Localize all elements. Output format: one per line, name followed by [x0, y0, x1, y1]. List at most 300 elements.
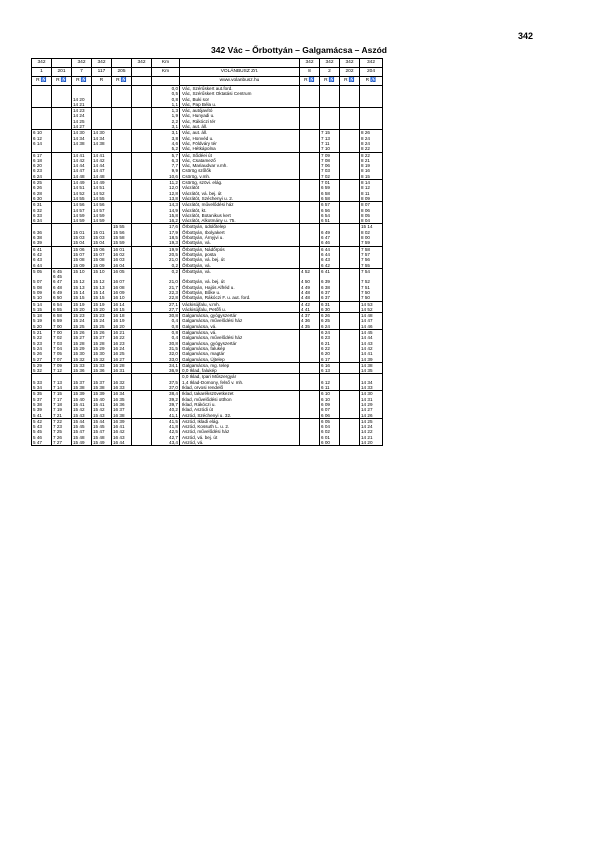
time-cell: 15 43: [92, 413, 112, 419]
time-cell: 14 39: [360, 357, 383, 363]
stop-name: Vácrátót, Széchenyi u. 2.: [180, 196, 300, 202]
time-cell: [340, 440, 360, 446]
time-cell: 15 23: [92, 313, 112, 319]
time-cell: 16 41: [112, 424, 132, 429]
time-cell: 7 55: [360, 263, 383, 269]
header-cell: Km: [152, 59, 180, 68]
km-value: 9,9: [152, 168, 180, 173]
time-cell: 16 19: [112, 318, 132, 323]
time-cell: 16 04: [112, 263, 132, 269]
stop-name: Aszód, vá. bej. út: [180, 435, 300, 440]
km-value: 40,2: [152, 407, 180, 412]
time-cell: 15 32: [92, 357, 112, 363]
km-value: 21,0: [152, 257, 180, 262]
time-cell: 7 03: [52, 341, 72, 346]
time-cell: 4 37: [300, 313, 320, 319]
km-value: 27,1: [152, 301, 180, 307]
stop-name: Galgamácsa, művelődési ház: [180, 335, 300, 340]
time-cell: 5 19: [32, 318, 52, 323]
time-cell: 6 25: [320, 318, 340, 323]
time-cell: 14 52: [92, 191, 112, 196]
time-cell: 16 38: [112, 413, 132, 419]
time-cell: 6 39: [32, 240, 52, 246]
time-cell: 7 52: [360, 279, 383, 284]
time-cell: 8 14: [360, 180, 383, 186]
time-cell: 7 09: [320, 152, 340, 158]
km-value: 7,7: [152, 163, 180, 168]
time-cell: 4 41: [300, 307, 320, 313]
time-cell: 7 03: [320, 168, 340, 173]
time-cell: 15 19: [72, 301, 92, 307]
stop-name: Őrbottyán, Ibolyakert: [180, 230, 300, 235]
header-cell: Km: [152, 68, 180, 77]
stop-name: Vác, Rákóczi tér: [180, 119, 300, 124]
time-cell: 14 25: [72, 119, 92, 124]
time-cell: 15 14: [72, 290, 92, 295]
time-cell: 14 59: [92, 213, 112, 218]
time-cell: 8 00: [360, 235, 383, 240]
time-cell: 16 05: [112, 268, 132, 274]
time-cell: 14 31: [360, 397, 383, 402]
time-cell: 14 57: [92, 208, 112, 213]
time-cell: 6 41: [320, 268, 340, 274]
time-cell: 14 56: [72, 202, 92, 208]
time-cell: 6 20: [320, 351, 340, 356]
time-cell: 6 38: [320, 285, 340, 290]
time-cell: 7 09: [52, 362, 72, 368]
time-cell: 7 51: [360, 285, 383, 290]
stop-name: Vác, aut. áll.: [180, 130, 300, 136]
time-cell: 8 21: [360, 158, 383, 163]
timetable-body: [32, 59, 383, 446]
header-cell: 7: [72, 68, 92, 77]
km-value: 12,0: [152, 185, 180, 190]
table-row: [32, 440, 383, 446]
header-cell: 342: [300, 59, 320, 68]
time-cell: 6 14: [32, 141, 52, 146]
time-cell: 6 01: [320, 435, 340, 440]
time-cell: 15 48: [92, 435, 112, 440]
time-cell: 14 41: [360, 351, 383, 356]
time-cell: 14 20: [360, 440, 383, 446]
time-cell: 15 33: [92, 362, 112, 368]
stop-name: Vácrátót, művelődési ház: [180, 202, 300, 208]
km-value: 0,8: [152, 324, 180, 330]
time-cell: 15 36: [72, 368, 92, 374]
time-cell: 5 33: [32, 380, 52, 385]
time-cell: 6 50: [52, 295, 72, 301]
time-cell: 15 25: [72, 324, 92, 330]
time-cell: 16 27: [112, 357, 132, 363]
time-cell: 16 28: [112, 362, 132, 368]
time-cell: 15 08: [72, 257, 92, 262]
time-cell: 16 18: [112, 313, 132, 319]
time-cell: 6 31: [320, 301, 340, 307]
time-cell: 6 10: [320, 397, 340, 402]
time-cell: 15 13: [72, 285, 92, 290]
time-cell: 14 55: [72, 196, 92, 202]
km-value: 41,1: [152, 413, 180, 419]
time-cell: 7 18: [52, 402, 72, 407]
time-cell: 15 01: [72, 230, 92, 235]
header-cell: 2: [320, 68, 340, 77]
header-cell: [132, 68, 152, 77]
time-cell: 16 43: [112, 435, 132, 440]
stop-name: Őrbottyán, Árnyjvi u.: [180, 235, 300, 240]
time-cell: 8 06: [360, 208, 383, 213]
time-cell: 4 52: [300, 268, 320, 274]
header-cell: 342: [320, 59, 340, 68]
km-value: 0,8: [152, 97, 180, 102]
time-cell: 7 54: [360, 268, 383, 274]
stop-name: Őrbottyán, vá.: [180, 268, 300, 274]
time-cell: 8 24: [360, 141, 383, 146]
time-cell: 7 01: [320, 180, 340, 186]
time-cell: 6 16: [320, 362, 340, 368]
header-cell: R ♿: [340, 77, 360, 86]
stop-name: Galgamácsa, Újtelep: [180, 357, 300, 363]
time-cell: 7 14: [52, 385, 72, 391]
km-value: 21,0: [152, 279, 180, 284]
km-value: 1,9: [152, 113, 180, 118]
time-cell: 5 08: [32, 285, 52, 290]
time-cell: 7 04: [52, 346, 72, 351]
time-cell: 6 25: [32, 180, 52, 186]
stop-name: Váckisújfalu, Petőfi u.: [180, 307, 300, 313]
km-value: 21,7: [152, 285, 180, 290]
time-cell: 6 51: [320, 218, 340, 224]
time-cell: 14 42: [92, 158, 112, 163]
time-cell: 5 15: [32, 307, 52, 313]
stop-name: Őrbottyán, üdülőtelep: [180, 224, 300, 230]
time-cell: 15 27: [72, 335, 92, 340]
time-cell: 6 26: [320, 313, 340, 319]
time-cell: 6 07: [320, 407, 340, 412]
time-cell: 5 37: [32, 397, 52, 402]
time-cell: 7 10: [320, 146, 340, 152]
page-number: 342: [518, 31, 534, 41]
time-cell: 14 55: [92, 196, 112, 202]
time-cell: 6 33: [32, 213, 52, 218]
time-cell: 15 10: [72, 268, 92, 274]
table-row: [32, 257, 383, 262]
time-cell: 15 10: [92, 268, 112, 274]
time-cell: 6 23: [320, 335, 340, 340]
time-cell: 8 26: [360, 130, 383, 136]
stop-name: Galgamácsa, mg. telep: [180, 362, 300, 368]
km-value: 39,2: [152, 397, 180, 402]
time-cell: 16 31: [112, 368, 132, 374]
time-cell: 15 49: [72, 440, 92, 446]
time-cell: 15 40: [72, 397, 92, 402]
time-cell: 14 24: [72, 113, 92, 118]
time-cell: 8 02: [360, 230, 383, 235]
km-value: 27,7: [152, 307, 180, 313]
time-cell: 14 57: [72, 208, 92, 213]
stop-name: Őrbottyán, vá.: [180, 263, 300, 269]
time-cell: 5 21: [32, 330, 52, 336]
time-cell: 14 46: [360, 324, 383, 330]
km-value: 42,5: [152, 429, 180, 434]
time-cell: 15 42: [72, 407, 92, 412]
time-cell: 4 36: [300, 318, 320, 323]
time-cell: 6 44: [320, 246, 340, 252]
time-cell: 5 14: [32, 301, 52, 307]
header-cell: [52, 59, 72, 68]
time-cell: 6 24: [320, 330, 340, 336]
time-cell: 14 43: [360, 341, 383, 346]
time-cell: 6 06: [320, 413, 340, 419]
time-cell: 5 09: [32, 290, 52, 295]
time-cell: 14 48: [360, 313, 383, 319]
time-cell: 16 20: [112, 324, 132, 330]
table-row: [32, 279, 383, 284]
km-value: 33,0: [152, 357, 180, 363]
time-cell: 7 25: [52, 429, 72, 434]
table-row: [32, 429, 383, 434]
stop-name: Őrbottyán, Nádőrpós: [180, 246, 300, 252]
stop-name: Vác, Földváry tér: [180, 141, 300, 146]
km-value: 0,2: [152, 268, 180, 274]
time-cell: 6 09: [320, 402, 340, 407]
time-cell: 6 17: [32, 152, 52, 158]
time-cell: 7 02: [52, 335, 72, 340]
time-cell: 6 42: [320, 263, 340, 269]
stop-name: Aszód, Kossuth L. u. 2.: [180, 424, 300, 429]
time-cell: 15 09: [72, 263, 92, 269]
km-value: 19,9: [152, 246, 180, 252]
time-cell: 15 20: [72, 307, 92, 313]
time-cell: 6 38: [32, 235, 52, 240]
time-cell: 14 35: [360, 368, 383, 374]
time-cell: 6 36: [32, 230, 52, 235]
stop-name: Galgamácsa, vá.: [180, 330, 300, 336]
time-cell: 16 08: [112, 285, 132, 290]
stop-name: Galgamácsa, gyógyszertár: [180, 341, 300, 346]
time-cell: 15 20: [92, 307, 112, 313]
km-value: 0,5: [152, 91, 180, 96]
time-cell: 14 48: [72, 174, 92, 180]
time-cell: 6 59: [52, 318, 72, 323]
time-cell: 8 07: [360, 202, 383, 208]
km-value: 5,2: [152, 146, 180, 152]
time-cell: 14 59: [92, 218, 112, 224]
header-row-number: [32, 68, 383, 77]
time-cell: 14 33: [360, 385, 383, 391]
table-row: [32, 307, 383, 313]
time-cell: 6 18: [32, 158, 52, 163]
time-cell: 14 41: [92, 152, 112, 158]
time-cell: 4 48: [300, 295, 320, 301]
time-cell: 7 06: [320, 163, 340, 168]
time-cell: 5 29: [32, 362, 52, 368]
time-cell: 7 56: [360, 257, 383, 262]
stop-name: Vác, autójavító: [180, 108, 300, 114]
time-cell: 15 39: [72, 391, 92, 397]
time-cell: 7 08: [320, 158, 340, 163]
timetable: [31, 58, 383, 446]
time-cell: 6 20: [32, 163, 52, 168]
time-cell: 5 39: [32, 407, 52, 412]
time-cell: 14 30: [92, 130, 112, 136]
header-cell: 342: [132, 59, 152, 68]
time-cell: 6 13: [320, 368, 340, 374]
stop-name: Vác, Honvéd u.: [180, 136, 300, 141]
km-value: 20,5: [152, 252, 180, 257]
time-cell: 7 23: [52, 424, 72, 429]
header-cell: 117: [92, 68, 112, 77]
table-row: [32, 351, 383, 356]
time-cell: 6 39: [320, 279, 340, 284]
km-value: 13,8: [152, 196, 180, 202]
time-cell: 6 37: [320, 295, 340, 301]
header-row-line: [32, 59, 383, 68]
time-cell: 6 31: [32, 202, 52, 208]
stop-name: Őrbottyán, vá.: [180, 240, 300, 246]
time-cell: 5 42: [32, 418, 52, 424]
km-value: 41,5: [152, 418, 180, 424]
time-cell: 15 08: [92, 257, 112, 262]
km-value: 0,8: [152, 330, 180, 336]
km-value: 37,5: [152, 380, 180, 385]
stop-name: Galgamácsa, gyógyszertár: [180, 313, 300, 319]
time-cell: 8 04: [360, 218, 383, 224]
time-cell: 15 42: [92, 407, 112, 412]
km-value: 16,2: [152, 218, 180, 224]
header-cell: R ♿: [360, 77, 383, 86]
time-cell: 5 26: [32, 351, 52, 356]
time-cell: 15 03: [92, 235, 112, 240]
table-row: [32, 324, 383, 330]
time-cell: 14 41: [72, 152, 92, 158]
time-cell: 5 05: [32, 268, 52, 274]
time-cell: 15 38: [92, 385, 112, 391]
time-cell: 14 34: [72, 136, 92, 141]
time-cell: 5 10: [32, 295, 52, 301]
time-cell: 8 12: [360, 185, 383, 190]
time-cell: 16 32: [112, 380, 132, 385]
header-cell: [152, 77, 180, 86]
header-cell: VOLÁNBUSZ Zrt.: [180, 68, 300, 77]
time-cell: 6 00: [320, 440, 340, 446]
time-cell: 6 05: [320, 418, 340, 424]
time-cell: 14 44: [72, 163, 92, 168]
table-row: [32, 240, 383, 246]
time-cell: 15 01: [92, 230, 112, 235]
header-cell: 342: [32, 59, 52, 68]
time-cell: 14 47: [92, 168, 112, 173]
stop-name: Iklad, Aszódi út: [180, 407, 300, 412]
time-cell: 14 59: [72, 218, 92, 224]
time-cell: 15 37: [92, 380, 112, 385]
km-value: 42,7: [152, 435, 180, 440]
time-cell: 16 35: [112, 397, 132, 402]
header-cell: [180, 59, 300, 68]
stop-name: Vácrátót, Alkotmány u. 75.: [180, 218, 300, 224]
time-cell: 7 13: [320, 136, 340, 141]
table-row: [32, 407, 383, 412]
km-value: 15,8: [152, 213, 180, 218]
stop-name: Vácrátót, Botanikus kert: [180, 213, 300, 218]
header-cell: R ♿: [32, 77, 52, 86]
time-cell: 6 24: [320, 324, 340, 330]
time-cell: 6 44: [32, 263, 52, 269]
time-cell: 6 24: [32, 174, 52, 180]
stop-name: Iklad, művelődési otthon: [180, 397, 300, 402]
stop-name: Őrbottyán, vá. bej. út: [180, 257, 300, 262]
stop-name: Vác, Hétkápolna: [180, 146, 300, 152]
km-value: 0,2: [152, 263, 180, 269]
stop-name: Aszód, vá.: [180, 440, 300, 446]
time-cell: 14 30: [72, 130, 92, 136]
stop-name: Galgamácsa, magtár: [180, 351, 300, 356]
header-cell: [132, 77, 152, 86]
time-cell: 16 25: [112, 351, 132, 356]
time-cell: 7 26: [52, 435, 72, 440]
time-cell: 15 30: [72, 351, 92, 356]
time-cell: 15 37: [72, 380, 92, 385]
km-value: 3,1: [152, 130, 180, 136]
time-cell: 15 07: [92, 252, 112, 257]
time-cell: 5 32: [32, 368, 52, 374]
time-cell: 14 30: [360, 391, 383, 397]
time-cell: 15 45: [92, 424, 112, 429]
header-cell: 205: [112, 68, 132, 77]
time-cell: 4 48: [300, 290, 320, 295]
time-cell: 14 45: [360, 330, 383, 336]
stop-name: Vác, Szérűskert aut.ford.: [180, 86, 300, 92]
time-cell: 6 43: [320, 257, 340, 262]
time-cell: 6 54: [320, 213, 340, 218]
stop-name: Őrbottyán, Hajós Alfréd u.: [180, 285, 300, 290]
km-value: 22,8: [152, 295, 180, 301]
time-cell: 5 23: [32, 341, 52, 346]
time-cell: 5 38: [32, 402, 52, 407]
time-cell: 5 47: [32, 440, 52, 446]
time-cell: 14 53: [360, 301, 383, 307]
time-cell: 7 12: [52, 368, 72, 374]
time-cell: 15 28: [92, 341, 112, 346]
time-cell: 15 59: [112, 240, 132, 246]
time-cell: 15 15: [72, 295, 92, 301]
page-title: 342 Vác – Őrbottyán – Galgamácsa – Aszód: [211, 45, 387, 55]
time-cell: 14 42: [72, 158, 92, 163]
time-cell: 7 15: [320, 130, 340, 136]
time-cell: 6 34: [32, 218, 52, 224]
time-cell: 6 28: [32, 191, 52, 196]
time-cell: 15 28: [72, 341, 92, 346]
time-cell: 7 17: [52, 397, 72, 402]
km-value: 34,1: [152, 362, 180, 368]
time-cell: 7 50: [360, 295, 383, 301]
time-cell: 15 33: [72, 362, 92, 368]
time-cell: 4 49: [300, 285, 320, 290]
time-cell: 6 54: [52, 301, 72, 307]
km-value: 3,8: [152, 136, 180, 141]
time-cell: 16 44: [112, 440, 132, 446]
time-cell: 14 56: [92, 202, 112, 208]
time-cell: 8 05: [360, 213, 383, 218]
stop-name: Vácrátót: [180, 185, 300, 190]
stop-name: Őrbottyán, posta: [180, 252, 300, 257]
time-cell: 6 23: [32, 168, 52, 173]
table-row: [32, 268, 383, 274]
km-value: 4,6: [152, 141, 180, 146]
time-cell: 14 49: [92, 180, 112, 186]
stop-name: Őrbottyán, Rákóczi F. u. aut. ford.: [180, 295, 300, 301]
table-row: [32, 202, 383, 208]
time-cell: 6 04: [320, 424, 340, 429]
